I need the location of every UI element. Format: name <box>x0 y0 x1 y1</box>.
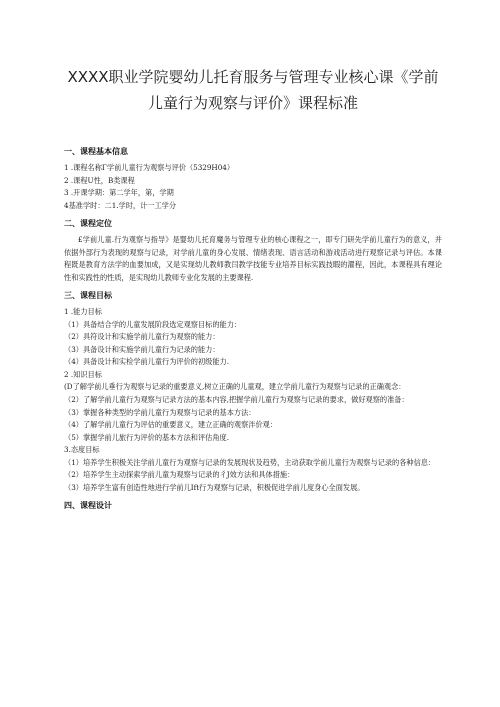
section-heading-objectives: 三、课程目标 <box>64 291 112 301</box>
ability-item: （4）具备设计和实检学前儿童行为评价的初级能力. <box>64 357 229 367</box>
knowledge-item: （3）掌握各种类型的学前儿童行为观察与记录的基本方法： <box>64 407 256 417</box>
section-heading-course-design: 四、课程设计 <box>64 501 112 511</box>
attitude-item: （1）培养学生积极关注学前儿童行为观察与记录的发展现状及趋势，主动获取学前儿童行为观察与记录的各种信息： <box>64 457 436 467</box>
attitude-item: （2）培养学生主动探索学前儿童为观察与记录的彳J效方法和具体措施： <box>64 470 295 480</box>
section-heading-positioning: 二、课程定位 <box>64 219 112 228</box>
info-credit-hours: 4基准学时：二1.学时，计一工学分 <box>64 200 177 210</box>
info-semester: 3 .开课学期：第二学年，第，学期 <box>64 188 174 197</box>
section-heading-basic-info: 一、课程基本信息 <box>64 147 128 156</box>
ability-item: （1）具备结合学的儿童发展阶段选定观察目标的能力： <box>64 319 242 329</box>
ability-item: （2）具符设计和实施学前儿童行为观察的能力： <box>64 332 220 342</box>
attitude-heading: 3.态度目标 <box>64 445 100 455</box>
knowledge-item: （4）了解学前儿童行为评估的重要意义，建立正确的观察泮价观： <box>64 420 278 430</box>
info-course-name: 1 .课程名称Γ学前儿童行为观察与评价（5329H04） <box>64 163 235 172</box>
knowledge-heading: 2 .知识目标 <box>64 369 102 379</box>
attitude-item: （3）培养学生富有创造性地进行学前儿Ift行为观察与记录，积极促进学前儿度身心全面发展。 <box>64 482 365 492</box>
knowledge-item: （2）了解学前儿童行为观察与记录方法的基本内容,把握学前儿童行为观察与记录的要求，做好观察的准备： <box>64 394 409 404</box>
document-title: XXXX职业学院婴幼儿托育服务与管理专业核心课《学前儿童行为观察与评价》课程标准 <box>67 68 439 112</box>
info-course-type: 2 .课程U性，B类课程 <box>64 175 135 185</box>
knowledge-item: （5）掌握学前儿旅行为评价的基本方法和评估角度. <box>64 432 229 442</box>
ability-heading: 1 .能力目标 <box>64 307 102 317</box>
knowledge-item: (D了解学前儿垂行为观察与记录的重要意义,树立正确的儿童观，建立学前儿童行为观察与记录的正确观念： <box>64 382 406 392</box>
ability-item: （3）具备设计和实施学前儿童行为记录的能力： <box>64 344 220 354</box>
positioning-paragraph: £学前儿童.行为观察与指导》是婴幼儿托育魔务与管理专业的核心课程之一，即专门研先学前儿童行为的意义，并依据外部行为表现的观察与记录，对学前儿童的身心发展、情绪表现、语言活动和游戏活动进行观察记录与评估。本课程既是教育方法学的血要加成，又是实现幼儿教师教闫教学技能专业培养目标实践技暇的濯程，因此，本课程具有理论性和实践性的性质，是实现幼儿教师专业化发展的主要课程. <box>64 235 442 282</box>
